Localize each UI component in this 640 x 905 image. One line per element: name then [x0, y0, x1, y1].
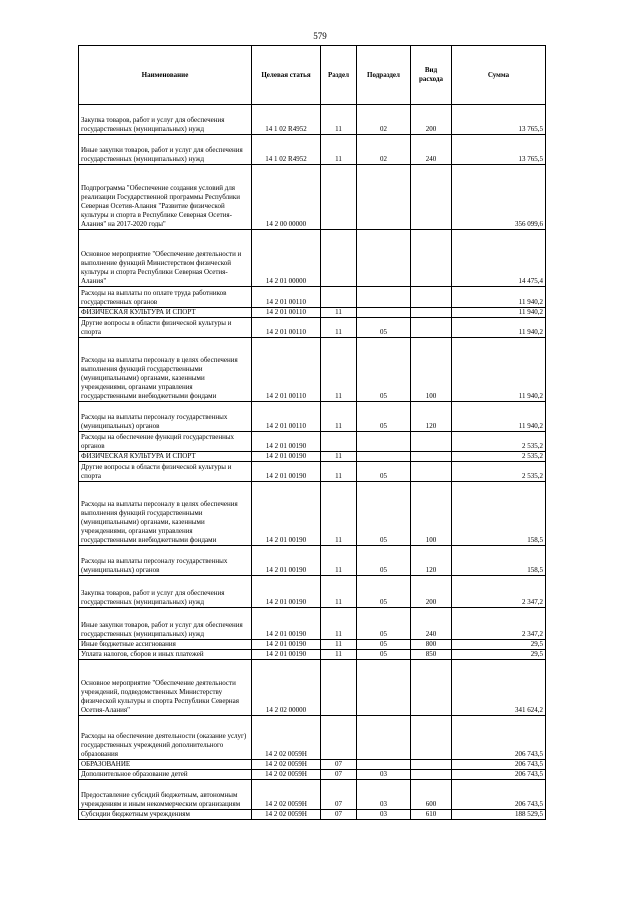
row-razdel: 07	[321, 770, 357, 780]
row-code: 14 1 02 R4952	[252, 135, 321, 165]
row-razdel: 11	[321, 105, 357, 135]
row-name: Уплата налогов, сборов и иных платежей	[79, 650, 252, 660]
row-name: Предоставление субсидий бюджетным, автономным учреждениям и иным некоммерческим организациям	[79, 780, 252, 810]
table-row	[79, 135, 546, 165]
row-vid: 120	[411, 402, 452, 432]
row-code: 14 2 00 00000	[252, 165, 321, 230]
row-vid: 100	[411, 482, 452, 546]
row-name: Основное мероприятие "Обеспечение деятельности и выполнение функций Министерством физической культуры и спорта Республики Северная Осетия-Алания"	[79, 230, 252, 287]
row-name: Расходы на выплаты персоналу в целях обеспечения выполнения функций государственными (муниципальными) органами, казенными учреждениями, органами управления государственными внебюджетными фондами	[79, 482, 252, 546]
table-header-row	[79, 46, 546, 105]
row-code: 14 2 01 00110	[252, 402, 321, 432]
row-razdel: 11	[321, 650, 357, 660]
table-row	[79, 308, 546, 318]
table-row	[79, 770, 546, 780]
row-code: 14 2 01 00190	[252, 640, 321, 650]
row-code: 14 2 01 00190	[252, 452, 321, 462]
row-name: Закупка товаров, работ и услуг для обеспечения государственных (муниципальных) нужд	[79, 105, 252, 135]
row-summa: 29,5	[452, 640, 546, 650]
row-summa: 13 765,5	[452, 105, 546, 135]
row-summa: 13 765,5	[452, 135, 546, 165]
row-vid	[411, 760, 452, 770]
row-podrazdel: 05	[357, 338, 411, 402]
row-razdel	[321, 716, 357, 760]
row-summa: 11 940,2	[452, 338, 546, 402]
row-razdel: 11	[321, 318, 357, 338]
header-summa: Сумма	[452, 46, 546, 105]
header-razdel: Раздел	[321, 46, 357, 105]
row-vid	[411, 452, 452, 462]
row-podrazdel	[357, 660, 411, 716]
row-summa: 11 940,2	[452, 402, 546, 432]
row-vid	[411, 660, 452, 716]
row-name: ОБРАЗОВАНИЕ	[79, 760, 252, 770]
row-podrazdel: 05	[357, 546, 411, 576]
row-vid	[411, 716, 452, 760]
row-code: 14 2 01 00110	[252, 338, 321, 402]
row-summa: 14 475,4	[452, 230, 546, 287]
table-row	[79, 650, 546, 660]
row-summa: 11 940,2	[452, 287, 546, 308]
table-row	[79, 402, 546, 432]
row-vid: 800	[411, 640, 452, 650]
page-number: 579	[313, 31, 327, 41]
row-razdel	[321, 287, 357, 308]
row-vid: 240	[411, 608, 452, 640]
row-razdel	[321, 230, 357, 287]
row-vid	[411, 308, 452, 318]
row-podrazdel: 02	[357, 105, 411, 135]
row-summa: 158,5	[452, 482, 546, 546]
row-razdel: 11	[321, 482, 357, 546]
row-podrazdel: 05	[357, 640, 411, 650]
row-name: Подпрограмма "Обеспечение создания условий для реализации Государственной программы Республики Северная Осетия-Алания "Развитие физической культуры и спорта в Республике Северная Осетия-Алания" на 2017-2020 годы"	[79, 165, 252, 230]
row-code: 14 2 01 00190	[252, 608, 321, 640]
row-code: 14 2 02 0059Н	[252, 770, 321, 780]
row-summa: 2 347,2	[452, 608, 546, 640]
row-code: 14 2 01 00190	[252, 650, 321, 660]
row-name: Другие вопросы в области физической культуры и спорта	[79, 318, 252, 338]
row-code: 14 2 01 00110	[252, 318, 321, 338]
table-row	[79, 432, 546, 452]
row-summa: 356 099,6	[452, 165, 546, 230]
row-name: Закупка товаров, работ и услуг для обеспечения государственных (муниципальных) нужд	[79, 576, 252, 608]
row-podrazdel: 05	[357, 462, 411, 482]
row-name: Расходы на выплаты персоналу государственных (муниципальных) органов	[79, 546, 252, 576]
row-podrazdel: 05	[357, 608, 411, 640]
row-summa: 2 535,2	[452, 462, 546, 482]
header-podrazdel: Подраздел	[357, 46, 411, 105]
row-razdel	[321, 165, 357, 230]
row-razdel: 11	[321, 338, 357, 402]
table-row	[79, 165, 546, 230]
row-code: 14 2 01 00110	[252, 308, 321, 318]
row-summa: 11 940,2	[452, 318, 546, 338]
row-vid: 600	[411, 780, 452, 810]
row-vid	[411, 287, 452, 308]
row-razdel: 07	[321, 810, 357, 820]
row-summa: 2 535,2	[452, 432, 546, 452]
row-summa: 2 347,2	[452, 576, 546, 608]
table-row	[79, 287, 546, 308]
table-row	[79, 608, 546, 640]
row-podrazdel: 05	[357, 576, 411, 608]
row-name: Расходы на выплаты персоналу в целях обеспечения выполнения функций государственными (муниципальными) органами, казенными учреждениями, органами управления государственными внебюджетными фондами	[79, 338, 252, 402]
table-row	[79, 780, 546, 810]
table-row	[79, 810, 546, 820]
row-code: 14 2 02 0059Н	[252, 716, 321, 760]
row-summa: 29,5	[452, 650, 546, 660]
row-razdel: 11	[321, 546, 357, 576]
table-row	[79, 482, 546, 546]
row-podrazdel: 05	[357, 650, 411, 660]
row-code: 14 2 01 00110	[252, 287, 321, 308]
table-row	[79, 318, 546, 338]
row-vid: 850	[411, 650, 452, 660]
row-razdel: 11	[321, 640, 357, 650]
row-name: Расходы на выплаты персоналу государственных (муниципальных) органов	[79, 402, 252, 432]
row-razdel: 07	[321, 760, 357, 770]
row-name: Иные бюджетные ассигнования	[79, 640, 252, 650]
row-summa: 206 743,5	[452, 780, 546, 810]
row-name: ФИЗИЧЕСКАЯ КУЛЬТУРА И СПОРТ	[79, 452, 252, 462]
row-podrazdel	[357, 432, 411, 452]
table-row	[79, 576, 546, 608]
row-summa: 206 743,5	[452, 760, 546, 770]
row-summa: 11 940,2	[452, 308, 546, 318]
row-summa: 188 529,5	[452, 810, 546, 820]
row-name: Дополнительное образование детей	[79, 770, 252, 780]
row-razdel: 11	[321, 462, 357, 482]
table-row	[79, 338, 546, 402]
row-razdel: 11	[321, 402, 357, 432]
row-razdel: 07	[321, 780, 357, 810]
table-row	[79, 760, 546, 770]
header-vid: Вид расхода	[411, 46, 452, 105]
table-row	[79, 640, 546, 650]
row-razdel: 11	[321, 135, 357, 165]
budget-table	[78, 45, 546, 820]
row-summa: 158,5	[452, 546, 546, 576]
row-vid: 120	[411, 546, 452, 576]
row-vid: 100	[411, 338, 452, 402]
row-podrazdel	[357, 452, 411, 462]
row-name: Расходы на выплаты по оплате труда работников государственных органов	[79, 287, 252, 308]
row-name: Иные закупки товаров, работ и услуг для обеспечения государственных (муниципальных) нужд	[79, 608, 252, 640]
row-podrazdel: 03	[357, 770, 411, 780]
row-name: Расходы на обеспечение деятельности (оказание услуг) государственных учреждений дополнительного образования	[79, 716, 252, 760]
row-name: Расходы на обеспечение функций государственных органов	[79, 432, 252, 452]
row-podrazdel	[357, 287, 411, 308]
header-code: Целевая статья	[252, 46, 321, 105]
row-podrazdel: 03	[357, 810, 411, 820]
table-body	[79, 105, 546, 820]
row-vid	[411, 165, 452, 230]
row-razdel: 11	[321, 608, 357, 640]
row-vid	[411, 462, 452, 482]
row-razdel: 11	[321, 308, 357, 318]
row-summa: 206 743,5	[452, 770, 546, 780]
row-vid: 610	[411, 810, 452, 820]
row-code: 14 1 02 R4952	[252, 105, 321, 135]
row-code: 14 2 02 0059Н	[252, 780, 321, 810]
row-code: 14 2 01 00190	[252, 482, 321, 546]
row-summa: 341 624,2	[452, 660, 546, 716]
row-vid	[411, 770, 452, 780]
table-row	[79, 452, 546, 462]
row-name: Другие вопросы в области физической культуры и спорта	[79, 462, 252, 482]
row-name: ФИЗИЧЕСКАЯ КУЛЬТУРА И СПОРТ	[79, 308, 252, 318]
row-vid	[411, 230, 452, 287]
row-podrazdel: 05	[357, 318, 411, 338]
row-summa: 2 535,2	[452, 452, 546, 462]
row-vid: 240	[411, 135, 452, 165]
row-code: 14 2 01 00190	[252, 576, 321, 608]
row-summa: 206 743,5	[452, 716, 546, 760]
row-code: 14 2 02 0059Н	[252, 760, 321, 770]
row-code: 14 2 02 0059Н	[252, 810, 321, 820]
row-code: 14 2 01 00190	[252, 432, 321, 452]
table-row	[79, 716, 546, 760]
row-code: 14 2 02 00000	[252, 660, 321, 716]
row-podrazdel: 05	[357, 402, 411, 432]
row-vid	[411, 432, 452, 452]
row-code: 14 2 01 00190	[252, 546, 321, 576]
table-row	[79, 230, 546, 287]
row-podrazdel	[357, 165, 411, 230]
row-razdel: 11	[321, 576, 357, 608]
row-vid	[411, 318, 452, 338]
table-row	[79, 546, 546, 576]
row-vid: 200	[411, 576, 452, 608]
row-podrazdel	[357, 716, 411, 760]
table-row	[79, 105, 546, 135]
row-code: 14 2 01 00190	[252, 462, 321, 482]
row-podrazdel: 03	[357, 780, 411, 810]
row-razdel	[321, 660, 357, 716]
row-razdel: 11	[321, 452, 357, 462]
row-name: Основное мероприятие "Обеспечение деятельности учреждений, подведомственных Министерству физической культуры и спорта Республики Северная Осетия-Алания"	[79, 660, 252, 716]
row-podrazdel: 02	[357, 135, 411, 165]
row-podrazdel	[357, 760, 411, 770]
row-vid: 200	[411, 105, 452, 135]
row-razdel	[321, 432, 357, 452]
header-name: Наименование	[79, 46, 252, 105]
row-podrazdel	[357, 308, 411, 318]
row-name: Иные закупки товаров, работ и услуг для обеспечения государственных (муниципальных) нужд	[79, 135, 252, 165]
row-name: Субсидии бюджетным учреждениям	[79, 810, 252, 820]
row-podrazdel: 05	[357, 482, 411, 546]
table-row	[79, 660, 546, 716]
row-podrazdel	[357, 230, 411, 287]
table-row	[79, 462, 546, 482]
row-code: 14 2 01 00000	[252, 230, 321, 287]
